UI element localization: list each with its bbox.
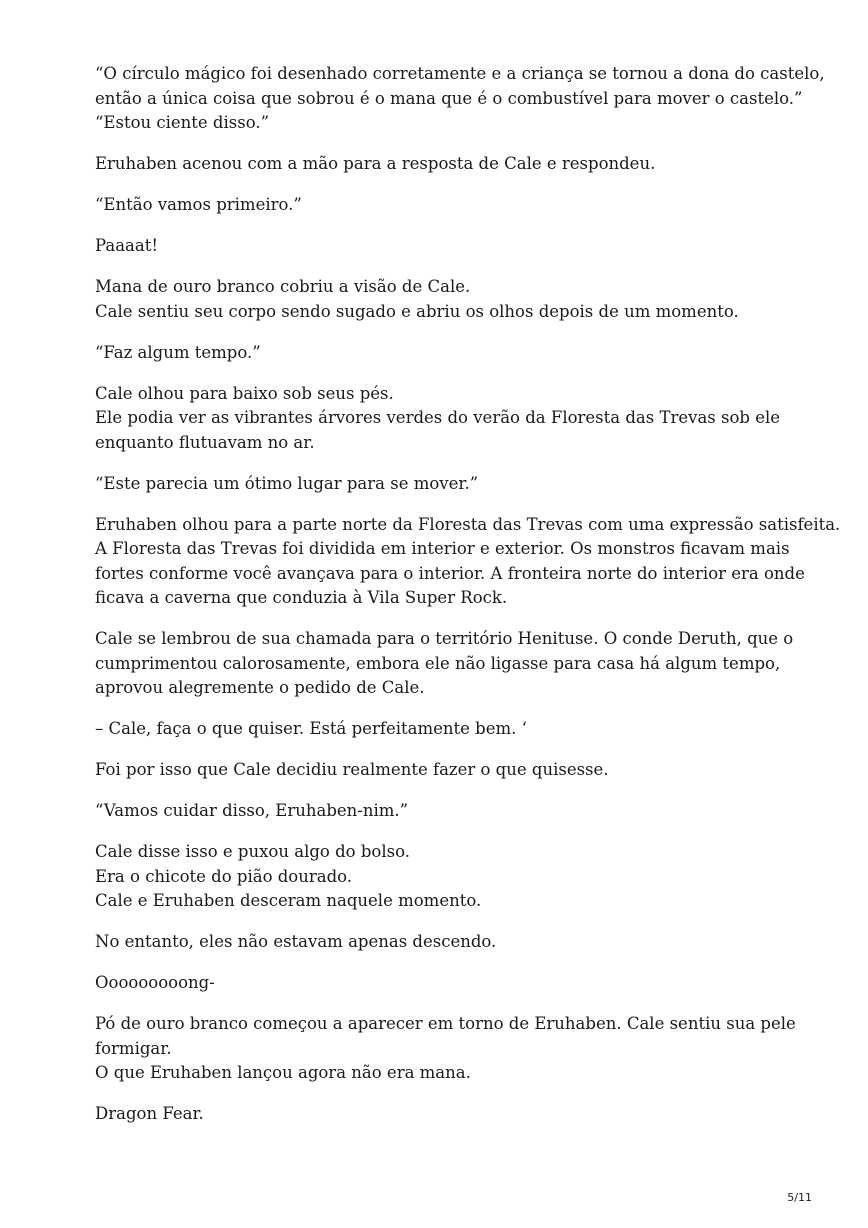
text-line: enquanto flutuavam no ar. xyxy=(95,432,315,452)
page-number: 5/11 xyxy=(787,1191,812,1204)
text-line: “Este parecia um ótimo lugar para se mover.” xyxy=(95,473,479,493)
paragraph-16 xyxy=(95,971,785,996)
paragraph-10 xyxy=(95,627,794,701)
text-line: Mana de ouro branco cobriu a visão de Cale. xyxy=(95,277,471,296)
paragraph-3 xyxy=(95,193,785,218)
text-line: O que Eruhaben lançou agora não era mana. xyxy=(95,1063,471,1082)
text-line: A Floresta das Trevas foi dividida em interior e exterior. Os monstros ficavam mais xyxy=(95,539,790,558)
paragraph-14 xyxy=(95,840,785,914)
text-line: Era o chicote do pião dourado. xyxy=(95,866,353,886)
text-line: então a única coisa que sobrou é o mana que é o combustível para mover o castelo.” xyxy=(95,88,803,108)
text-line: cumprimentou calorosamente, embora ele não ligasse para casa há algum tempo, xyxy=(95,653,781,673)
paragraph-15 xyxy=(95,930,785,955)
document-body xyxy=(95,62,841,1143)
text-line: Ele podia ver as vibrantes árvores verdes do verão da Floresta das Trevas sob ele xyxy=(95,408,781,427)
text-line: No entanto, eles não estavam apenas descendo. xyxy=(95,932,497,951)
paragraph-11 xyxy=(95,717,785,742)
text-line: aprovou alegremente o pedido de Cale. xyxy=(95,678,425,697)
paragraph-12 xyxy=(95,758,785,783)
text-line: “Então vamos primeiro.” xyxy=(95,195,302,214)
paragraph-7 xyxy=(95,382,785,456)
text-line: Cale e Eruhaben desceram naquele momento. xyxy=(95,891,482,910)
paragraph-1 xyxy=(95,62,825,136)
text-line: fortes conforme você avançava para o interior. A fronteira norte do interior era onde xyxy=(95,563,805,583)
text-line: ficava a caverna que conduzia à Vila Super Rock. xyxy=(95,588,508,607)
text-line: Cale disse isso e puxou algo do bolso. xyxy=(95,842,410,861)
paragraph-4 xyxy=(95,234,785,259)
text-line: “O círculo mágico foi desenhado corretamente e a criança se tornou a dona do castelo, xyxy=(95,64,825,83)
paragraph-6 xyxy=(95,341,785,366)
paragraph-17 xyxy=(95,1012,796,1086)
text-line: – Cale, faça o que quiser. Está perfeitamente bem. ‘ xyxy=(95,719,527,738)
text-line: “Faz algum tempo.” xyxy=(95,342,261,362)
paragraph-5 xyxy=(95,275,785,324)
paragraph-2 xyxy=(95,152,785,177)
text-line: Cale olhou para baixo sob seus pés. xyxy=(95,383,394,403)
text-line: Paaaat! xyxy=(95,236,158,255)
text-line: Eruhaben olhou para a parte norte da Floresta das Trevas com uma expressão satisfeita. xyxy=(95,514,841,534)
paragraph-9 xyxy=(95,513,841,611)
text-line: Pó de ouro branco começou a aparecer em torno de Eruhaben. Cale sentiu sua pele xyxy=(95,1014,796,1033)
paragraph-13 xyxy=(95,799,785,824)
text-line: Cale sentiu seu corpo sendo sugado e abriu os olhos depois de um momento. xyxy=(95,301,739,321)
text-line: Eruhaben acenou com a mão para a resposta de Cale e respondeu. xyxy=(95,154,656,173)
text-line: Dragon Fear. xyxy=(95,1104,204,1123)
text-line: Cale se lembrou de sua chamada para o território Henituse. O conde Deruth, que o xyxy=(95,629,794,648)
paragraph-8 xyxy=(95,472,785,497)
text-line: Ooooooooong- xyxy=(95,973,215,992)
text-line: “Vamos cuidar disso, Eruhaben-nim.” xyxy=(95,801,409,820)
text-line: formigar. xyxy=(95,1038,172,1058)
text-line: Foi por isso que Cale decidiu realmente fazer o que quisesse. xyxy=(95,760,609,779)
text-line: “Estou ciente disso.” xyxy=(95,113,270,132)
paragraph-18 xyxy=(95,1102,785,1127)
